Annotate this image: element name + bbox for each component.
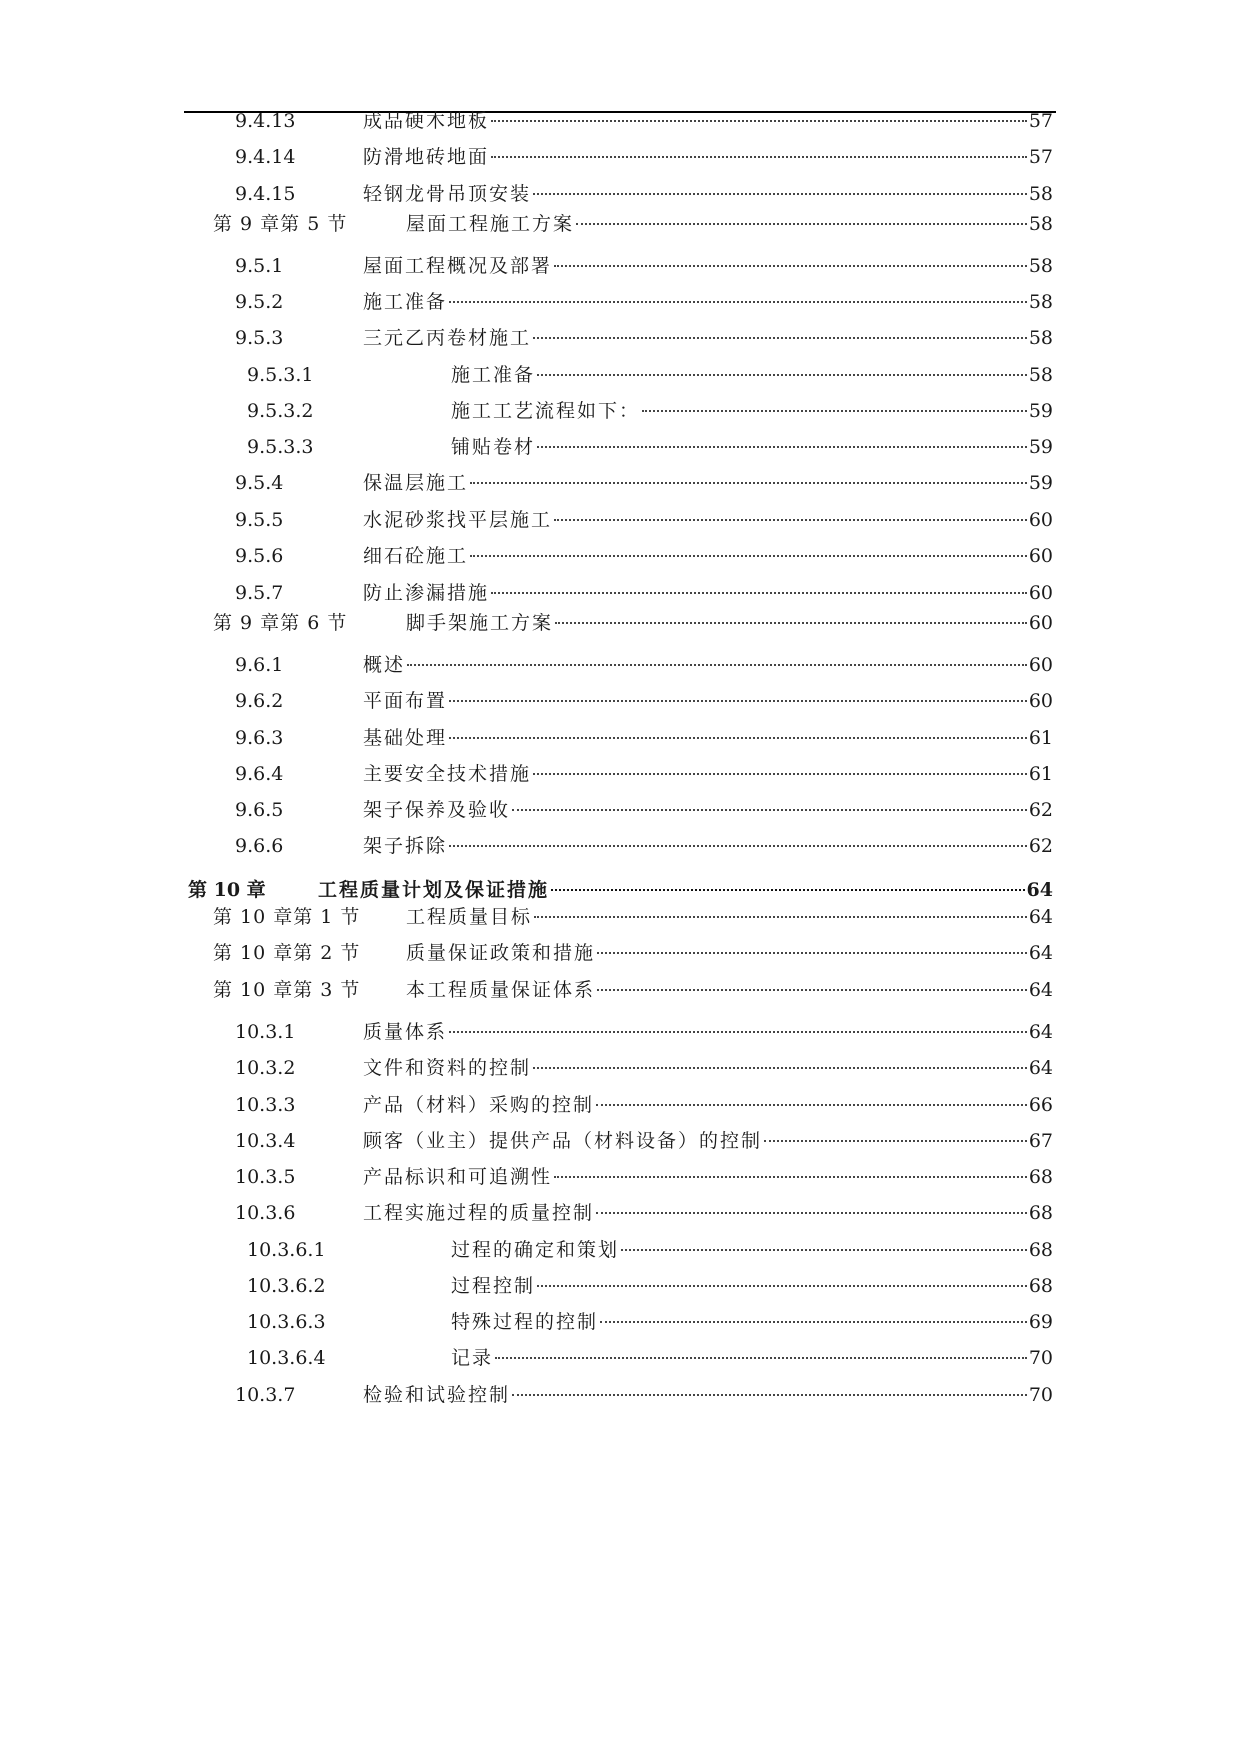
dot-leader xyxy=(554,1176,1027,1178)
toc-entry-line xyxy=(451,397,1053,425)
dot-leader xyxy=(449,1031,1027,1033)
toc-entry-line xyxy=(363,252,1053,280)
toc-entry-title: 施工准备 xyxy=(451,364,536,386)
toc-entry-line xyxy=(363,469,1053,497)
toc-entry[interactable] xyxy=(0,397,1241,425)
toc-entry-page-number: 60 xyxy=(1028,612,1053,634)
toc-entry-title: 特殊过程的控制 xyxy=(451,1311,599,1333)
toc-entry[interactable] xyxy=(0,542,1241,570)
toc-entry-title: 产品（材料）采购的控制 xyxy=(363,1094,595,1116)
dot-leader xyxy=(449,737,1027,739)
toc-entry[interactable] xyxy=(0,210,1241,238)
toc-entry-line xyxy=(451,1344,1053,1372)
toc-entry-number: 9.5.5 xyxy=(235,509,284,531)
toc-entry[interactable] xyxy=(0,252,1241,280)
toc-entry-number: 第 9 章第 6 节 xyxy=(213,612,348,634)
toc-entry-line xyxy=(363,760,1053,788)
toc-entry[interactable] xyxy=(0,1018,1241,1046)
toc-entry[interactable] xyxy=(0,1127,1241,1155)
toc-entry-number: 10.3.7 xyxy=(235,1384,296,1406)
dot-leader xyxy=(555,622,1027,624)
toc-entry[interactable] xyxy=(0,832,1241,860)
toc-entry[interactable] xyxy=(0,1163,1241,1191)
toc-entry-line xyxy=(363,1091,1053,1119)
toc-entry-title: 质量体系 xyxy=(363,1021,448,1043)
toc-entry[interactable] xyxy=(0,1199,1241,1227)
dot-leader xyxy=(576,223,1027,225)
dot-leader xyxy=(596,1212,1027,1214)
dot-leader xyxy=(533,193,1027,195)
toc-entry-line xyxy=(363,724,1053,752)
toc-entry-page-number: 58 xyxy=(1028,364,1053,386)
toc-entry[interactable] xyxy=(0,760,1241,788)
toc-entry-number: 10.3.6.2 xyxy=(247,1275,326,1297)
dot-leader xyxy=(491,120,1027,122)
toc-entry-title: 轻钢龙骨吊顶安装 xyxy=(363,183,532,205)
dot-leader xyxy=(512,809,1027,811)
toc-entry-title: 三元乙丙卷材施工 xyxy=(363,327,532,349)
toc-entry-page-number: 60 xyxy=(1028,509,1053,531)
toc-entry-page-number: 62 xyxy=(1028,799,1053,821)
toc-entry-line xyxy=(363,324,1053,352)
toc-entry-number: 9.4.13 xyxy=(235,110,296,132)
toc-entry-page-number: 68 xyxy=(1028,1275,1053,1297)
toc-entry-title: 过程控制 xyxy=(451,1275,536,1297)
toc-entry-line xyxy=(363,542,1053,570)
toc-entry[interactable] xyxy=(0,976,1241,1004)
toc-entry-title: 水泥砂浆找平层施工 xyxy=(363,509,553,531)
toc-entry-page-number: 58 xyxy=(1028,213,1053,235)
toc-entry-line xyxy=(363,288,1053,316)
toc-entry[interactable] xyxy=(0,903,1241,931)
toc-entry-number: 第 10 章第 1 节 xyxy=(213,906,361,928)
toc-entry-number: 9.5.1 xyxy=(235,255,284,277)
toc-entry-number: 10.3.3 xyxy=(235,1094,296,1116)
dot-leader xyxy=(597,952,1027,954)
toc-entry[interactable] xyxy=(0,651,1241,679)
toc-entry-page-number: 64 xyxy=(1028,1021,1053,1043)
toc-entry-line xyxy=(363,832,1053,860)
dot-leader xyxy=(449,301,1027,303)
toc-entry-title: 顾客（业主）提供产品（材料设备）的控制 xyxy=(363,1130,763,1152)
toc-entry[interactable] xyxy=(0,1091,1241,1119)
toc-entry-page-number: 64 xyxy=(1028,979,1053,1001)
toc-entry-line xyxy=(318,876,1053,904)
toc-entry[interactable] xyxy=(0,1308,1241,1336)
dot-leader xyxy=(470,482,1027,484)
dot-leader xyxy=(534,916,1027,918)
dot-leader xyxy=(642,410,1027,412)
toc-entry-line xyxy=(363,1381,1053,1409)
dot-leader xyxy=(491,592,1027,594)
toc-entry-page-number: 62 xyxy=(1028,835,1053,857)
toc-entry-page-number: 57 xyxy=(1028,110,1053,132)
toc-entry-title: 施工准备 xyxy=(363,291,448,313)
dot-leader xyxy=(551,889,1025,891)
toc-entry[interactable] xyxy=(0,939,1241,967)
toc-entry-page-number: 57 xyxy=(1028,146,1053,168)
toc-entry-number: 9.5.7 xyxy=(235,582,284,604)
toc-entry-number: 9.6.2 xyxy=(235,690,284,712)
toc-entry-page-number: 64 xyxy=(1028,906,1053,928)
toc-entry-number: 9.6.6 xyxy=(235,835,284,857)
toc-entry-number: 9.6.4 xyxy=(235,763,284,785)
toc-entry-page-number: 64 xyxy=(1026,879,1053,901)
toc-entry[interactable] xyxy=(0,1054,1241,1082)
toc-entry[interactable] xyxy=(0,143,1241,171)
dot-leader xyxy=(597,989,1027,991)
toc-entry[interactable] xyxy=(0,469,1241,497)
toc-entry-title: 屋面工程施工方案 xyxy=(406,213,575,235)
toc-entry-title: 质量保证政策和措施 xyxy=(406,942,596,964)
toc-entry-title: 脚手架施工方案 xyxy=(406,612,554,634)
toc-entry-title: 屋面工程概况及部署 xyxy=(363,255,553,277)
dot-leader xyxy=(449,845,1027,847)
toc-entry[interactable] xyxy=(0,1236,1241,1264)
toc-entry-line xyxy=(363,687,1053,715)
toc-entry-number: 10.3.5 xyxy=(235,1166,296,1188)
toc-entry-number: 10.3.6.4 xyxy=(247,1347,326,1369)
toc-entry-number: 9.5.3.1 xyxy=(247,364,314,386)
toc-entry-line xyxy=(451,433,1053,461)
toc-entry-line xyxy=(363,1054,1053,1082)
toc-entry-line xyxy=(363,1199,1053,1227)
toc-entry-number: 第 9 章第 5 节 xyxy=(213,213,348,235)
toc-entry-number: 9.6.3 xyxy=(235,727,284,749)
toc-entry-page-number: 59 xyxy=(1028,472,1053,494)
toc-entry-number: 10.3.6 xyxy=(235,1202,296,1224)
toc-entry-title: 成品硬木地板 xyxy=(363,110,490,132)
toc-entry-title: 基础处理 xyxy=(363,727,448,749)
toc-entry-number: 10.3.6.1 xyxy=(247,1239,326,1261)
toc-entry-page-number: 70 xyxy=(1028,1384,1053,1406)
toc-entry-number: 9.5.6 xyxy=(235,545,284,567)
toc-entry[interactable] xyxy=(0,609,1241,637)
toc-entry-title: 防滑地砖地面 xyxy=(363,146,490,168)
toc-entry-page-number: 58 xyxy=(1028,327,1053,349)
toc-entry-line xyxy=(363,1127,1053,1155)
toc-entry-title: 施工工艺流程如下： xyxy=(451,400,641,422)
dot-leader xyxy=(533,773,1027,775)
toc-entry[interactable] xyxy=(0,687,1241,715)
toc-entry-page-number: 58 xyxy=(1028,291,1053,313)
toc-entry-line xyxy=(406,976,1053,1004)
toc-entry-number: 9.5.3.2 xyxy=(247,400,314,422)
dot-leader xyxy=(491,156,1027,158)
toc-entry[interactable] xyxy=(0,796,1241,824)
toc-entry-line xyxy=(363,1163,1053,1191)
toc-entry-number: 9.4.14 xyxy=(235,146,296,168)
toc-entry-page-number: 69 xyxy=(1028,1311,1053,1333)
dot-leader xyxy=(537,374,1027,376)
toc-entry-page-number: 60 xyxy=(1028,654,1053,676)
toc-entry[interactable] xyxy=(0,724,1241,752)
toc-entry-line xyxy=(363,506,1053,534)
toc-entry[interactable] xyxy=(0,107,1241,135)
toc-entry-number: 10.3.4 xyxy=(235,1130,296,1152)
toc-entry-title: 铺贴卷材 xyxy=(451,436,536,458)
toc-entry-page-number: 60 xyxy=(1028,582,1053,604)
toc-entry-line xyxy=(363,143,1053,171)
toc-entry-page-number: 60 xyxy=(1028,690,1053,712)
toc-entry[interactable] xyxy=(0,361,1241,389)
toc-entry-line xyxy=(451,1272,1053,1300)
toc-entry-number: 9.5.3 xyxy=(235,327,284,349)
dot-leader xyxy=(764,1140,1027,1142)
toc-entry-page-number: 60 xyxy=(1028,545,1053,567)
toc-entry-title: 产品标识和可追溯性 xyxy=(363,1166,553,1188)
toc-entry-line xyxy=(451,361,1053,389)
toc-entry[interactable] xyxy=(0,579,1241,607)
toc-entry-page-number: 68 xyxy=(1028,1202,1053,1224)
toc-entry-title: 检验和试验控制 xyxy=(363,1384,511,1406)
dot-leader xyxy=(470,555,1027,557)
dot-leader xyxy=(512,1394,1027,1396)
toc-entry-title: 工程实施过程的质量控制 xyxy=(363,1202,595,1224)
toc-entry-title: 架子拆除 xyxy=(363,835,448,857)
toc-entry-page-number: 58 xyxy=(1028,255,1053,277)
toc-entry[interactable] xyxy=(0,876,1241,904)
toc-entry-line xyxy=(363,107,1053,135)
toc-entry-number: 9.5.3.3 xyxy=(247,436,314,458)
toc-entry-page-number: 64 xyxy=(1028,942,1053,964)
toc-entry-title: 保温层施工 xyxy=(363,472,469,494)
toc-entry-number: 10.3.1 xyxy=(235,1021,296,1043)
toc-entry-number: 9.6.1 xyxy=(235,654,284,676)
toc-entry-page-number: 68 xyxy=(1028,1239,1053,1261)
toc-entry-number: 10.3.2 xyxy=(235,1057,296,1079)
toc-entry-title: 主要安全技术措施 xyxy=(363,763,532,785)
toc-entry-page-number: 70 xyxy=(1028,1347,1053,1369)
toc-entry-title: 细石砼施工 xyxy=(363,545,469,567)
toc-entry-title: 工程质量计划及保证措施 xyxy=(318,879,550,901)
toc-entry-number: 第 10 章第 2 节 xyxy=(213,942,361,964)
toc-entry-page-number: 59 xyxy=(1028,436,1053,458)
toc-entry-title: 过程的确定和策划 xyxy=(451,1239,620,1261)
dot-leader xyxy=(554,265,1027,267)
toc-entry-page-number: 61 xyxy=(1028,727,1053,749)
dot-leader xyxy=(600,1321,1027,1323)
toc-entry[interactable] xyxy=(0,1381,1241,1409)
toc-entry-number: 第 10 章 xyxy=(188,879,266,901)
toc-entry-title: 记录 xyxy=(451,1347,494,1369)
toc-entry-title: 防止渗漏措施 xyxy=(363,582,490,604)
toc-entry-title: 本工程质量保证体系 xyxy=(406,979,596,1001)
dot-leader xyxy=(533,1067,1027,1069)
toc-entry-page-number: 61 xyxy=(1028,763,1053,785)
toc-entry-title: 架子保养及验收 xyxy=(363,799,511,821)
dot-leader xyxy=(537,446,1027,448)
toc-entry-page-number: 59 xyxy=(1028,400,1053,422)
toc-entry-page-number: 64 xyxy=(1028,1057,1053,1079)
toc-entry-title: 平面布置 xyxy=(363,690,448,712)
toc-entry[interactable] xyxy=(0,506,1241,534)
toc-entry-number: 9.6.5 xyxy=(235,799,284,821)
toc-entry-line xyxy=(363,796,1053,824)
toc-entry[interactable] xyxy=(0,288,1241,316)
toc-entry-number: 9.5.4 xyxy=(235,472,284,494)
toc-entry-line xyxy=(406,939,1053,967)
dot-leader xyxy=(495,1357,1027,1359)
toc-entry-line xyxy=(363,1018,1053,1046)
toc-entry-page-number: 58 xyxy=(1028,183,1053,205)
toc-entry-title: 工程质量目标 xyxy=(406,906,533,928)
toc-entry-line xyxy=(406,609,1053,637)
toc-entry-line xyxy=(406,903,1053,931)
dot-leader xyxy=(554,519,1027,521)
toc-entry-title: 概述 xyxy=(363,654,406,676)
dot-leader xyxy=(596,1104,1027,1106)
toc-entry[interactable] xyxy=(0,1272,1241,1300)
toc-entry-number: 第 10 章第 3 节 xyxy=(213,979,361,1001)
toc-entry-line xyxy=(406,210,1053,238)
toc-entry[interactable] xyxy=(0,1344,1241,1372)
toc-entry-number: 9.5.2 xyxy=(235,291,284,313)
toc-entry[interactable] xyxy=(0,180,1241,208)
toc-entry-page-number: 66 xyxy=(1028,1094,1053,1116)
toc-entry-number: 9.4.15 xyxy=(235,183,296,205)
dot-leader xyxy=(533,337,1027,339)
dot-leader xyxy=(407,664,1027,666)
toc-entry[interactable] xyxy=(0,433,1241,461)
toc-entry-page-number: 67 xyxy=(1028,1130,1053,1152)
dot-leader xyxy=(537,1285,1027,1287)
toc-entry-line xyxy=(363,579,1053,607)
toc-entry-page-number: 68 xyxy=(1028,1166,1053,1188)
toc-entry[interactable] xyxy=(0,324,1241,352)
dot-leader xyxy=(449,700,1027,702)
toc-entry-title: 文件和资料的控制 xyxy=(363,1057,532,1079)
toc-entry-line xyxy=(451,1308,1053,1336)
toc-entry-line xyxy=(363,651,1053,679)
toc-entry-number: 10.3.6.3 xyxy=(247,1311,326,1333)
toc-entry-line xyxy=(451,1236,1053,1264)
dot-leader xyxy=(621,1249,1027,1251)
toc-entry-line xyxy=(363,180,1053,208)
